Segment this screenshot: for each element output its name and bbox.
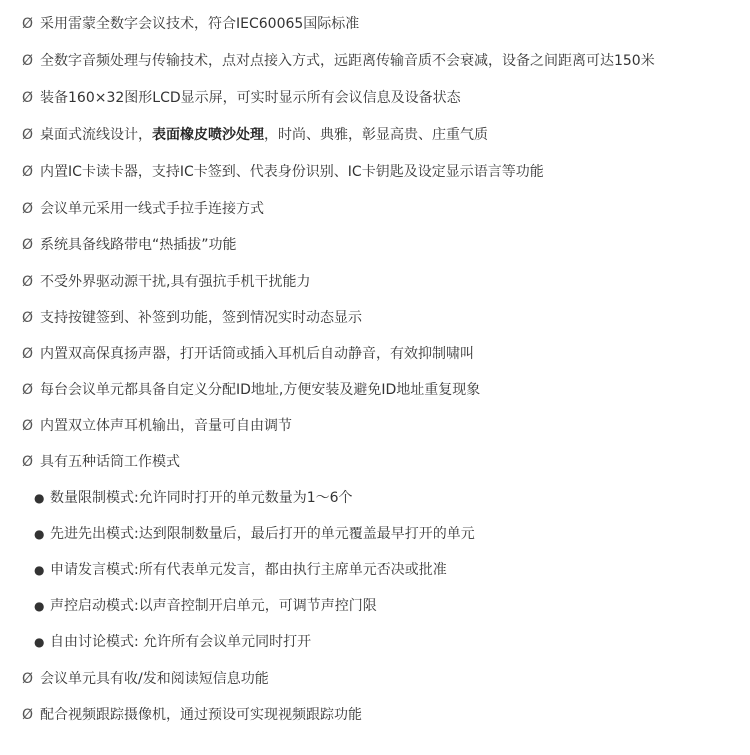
list-item-text-before: 桌面式流线设计， <box>40 127 152 143</box>
bullet-icon: ● <box>34 491 45 505</box>
list-item-text: 具有五种话筒工作模式 <box>40 454 180 470</box>
list-item-text: 装备160×32图形LCD显示屏，可实时显示所有会议信息及设备状态 <box>40 90 461 106</box>
list-item <box>22 191 264 227</box>
list-item-text: 内置IC卡读卡器，支持IC卡签到、代表身份识别、IC卡钥匙及设定显示语言等功能 <box>40 164 544 180</box>
list-item <box>22 661 269 697</box>
list-marker: Ø <box>22 707 34 723</box>
list-marker: Ø <box>22 454 34 470</box>
list-marker: Ø <box>22 310 34 326</box>
list-item <box>22 336 474 372</box>
list-item <box>22 300 362 336</box>
list-item-text: 不受外界驱动源干扰,具有强抗手机干扰能力 <box>40 274 311 290</box>
list-item-text: 每台会议单元都具备自定义分配ID地址,方便安装及避免ID地址重复现象 <box>40 382 481 398</box>
list-item-text: 配合视频跟踪摄像机，通过预设可实现视频跟踪功能 <box>40 707 362 723</box>
list-marker: Ø <box>22 418 34 434</box>
mode-item-text: 自由讨论模式: 允许所有会议单元同时打开 <box>50 634 312 650</box>
mode-item-text: 数量限制模式:允许同时打开的单元数量为1～6个 <box>50 490 353 506</box>
list-item <box>22 408 292 444</box>
list-marker: Ø <box>22 16 34 32</box>
list-item <box>22 80 461 116</box>
mode-item <box>34 552 447 588</box>
list-marker: Ø <box>22 671 34 687</box>
list-item <box>22 227 237 263</box>
list-item-text-after: ，时尚、典雅，彰显高贵、庄重气质 <box>264 127 488 143</box>
mode-item <box>34 516 475 552</box>
list-item-text: 全数字音频处理与传输技术，点对点接入方式，远距离传输音质不会衰减，设备之间距离可达150米 <box>40 53 655 69</box>
list-marker: Ø <box>22 90 34 106</box>
list-marker: Ø <box>22 53 34 69</box>
mode-item-text: 申请发言模式:所有代表单元发言，都由执行主席单元否决或批准 <box>50 562 447 578</box>
list-item <box>22 117 488 153</box>
list-item <box>22 6 359 42</box>
list-marker: Ø <box>22 346 34 362</box>
bullet-icon: ● <box>34 599 45 613</box>
list-item-text: 会议单元具有收/发和阅读短信息功能 <box>40 671 269 687</box>
list-item <box>22 43 655 79</box>
list-marker: Ø <box>22 127 34 143</box>
list-marker: Ø <box>22 201 34 217</box>
list-marker: Ø <box>22 274 34 290</box>
mode-item <box>34 480 353 516</box>
list-marker: Ø <box>22 237 34 253</box>
list-item-text: 支持按键签到、补签到功能，签到情况实时动态显示 <box>40 310 362 326</box>
list-item-text: 采用雷蒙全数字会议技术，符合IEC60065国际标准 <box>40 16 360 32</box>
list-item <box>22 154 544 190</box>
bullet-icon: ● <box>34 635 45 649</box>
list-marker: Ø <box>22 382 34 398</box>
bullet-icon: ● <box>34 563 45 577</box>
list-item-text-bold: 表面橡皮喷沙处理 <box>152 127 264 143</box>
list-marker: Ø <box>22 164 34 180</box>
bullet-icon: ● <box>34 527 45 541</box>
list-item-text: 会议单元采用一线式手拉手连接方式 <box>40 201 264 217</box>
mode-item-text: 先进先出模式:达到限制数量后，最后打开的单元覆盖最早打开的单元 <box>50 526 475 542</box>
list-item-text: 内置双高保真扬声器，打开话筒或插入耳机后自动静音，有效抑制啸叫 <box>40 346 474 362</box>
list-item <box>22 372 480 408</box>
list-item <box>22 444 180 480</box>
mode-item <box>34 588 377 624</box>
list-item <box>22 264 310 300</box>
list-item-text: 内置双立体声耳机输出，音量可自由调节 <box>40 418 292 434</box>
mode-item-text: 声控启动模式:以声音控制开启单元，可调节声控门限 <box>50 598 377 614</box>
mode-item <box>34 624 311 660</box>
list-item <box>22 697 362 733</box>
list-item-text: 系统具备线路带电“热插拔”功能 <box>40 237 237 253</box>
